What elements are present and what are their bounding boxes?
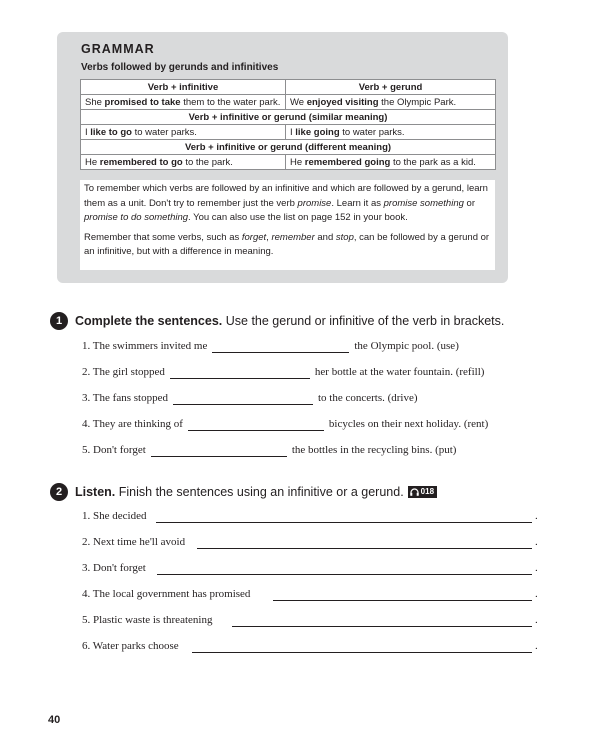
answer-line[interactable] — [156, 511, 532, 523]
audio-track-badge[interactable] — [408, 486, 437, 498]
exercise2-title: Listen. — [75, 485, 116, 499]
table-section-header-row — [81, 140, 496, 155]
example-verb-phrase: promised to take — [104, 96, 181, 108]
exercise2-heading — [50, 483, 437, 501]
example-text: to water parks. — [131, 126, 197, 138]
table-cell — [81, 155, 286, 170]
exercise1-item-4 — [82, 418, 488, 431]
item-text: 4. The local government has promised — [82, 588, 251, 600]
table-header-row — [81, 80, 496, 95]
headphones-icon — [410, 488, 419, 496]
audio-track-number: 018 — [420, 487, 435, 496]
item-text: the bottles in the recycling bins. (put) — [291, 444, 457, 456]
explanation-text: . You can also use the list on page 152 in your book. — [188, 212, 408, 223]
explanation-paragraph — [84, 231, 491, 260]
exercise2-item-4 — [82, 588, 250, 601]
item-text: 5. Don't forget — [82, 444, 146, 456]
exercise1-heading — [50, 312, 504, 330]
answer-blank[interactable] — [151, 445, 287, 457]
answer-blank[interactable] — [170, 367, 310, 379]
exercise2-instruction: Finish the sentences using an infinitive or a gerund. — [115, 485, 404, 499]
item-text: 5. Plastic waste is threatening — [82, 614, 213, 626]
emphasized-term: stop — [335, 231, 354, 243]
item-text: 4. They are thinking of — [82, 418, 183, 430]
example-text: I — [85, 126, 91, 138]
emphasized-term: promise something — [383, 197, 464, 209]
example-text: He — [85, 156, 100, 168]
example-text: to the park. — [182, 156, 233, 168]
exercise-number-badge: 2 — [50, 483, 68, 501]
example-verb-phrase: remembered going — [304, 156, 391, 168]
answer-line[interactable] — [273, 589, 532, 601]
item-text: 2. Next time he'll avoid — [82, 536, 186, 548]
end-period: . — [535, 536, 538, 548]
explanation-text: or — [463, 197, 475, 209]
item-text: 1. She decided — [82, 510, 147, 522]
end-period: . — [535, 510, 538, 522]
exercise1-item-2 — [82, 366, 484, 379]
end-period: . — [535, 640, 538, 652]
exercise1-item-1 — [82, 340, 459, 353]
explanation-text: . Learn it as — [331, 197, 384, 209]
emphasized-term: remember — [271, 231, 315, 243]
col2-header: Verb + gerund — [286, 80, 496, 95]
answer-line[interactable] — [192, 641, 532, 653]
grammar-subtitle: Verbs followed by gerunds and infinitives — [81, 62, 279, 73]
explanation-text: , — [266, 231, 272, 243]
item-text: 1. The swimmers invited me — [82, 340, 208, 352]
exercise2-item-3 — [82, 562, 146, 575]
example-text: I — [290, 126, 296, 138]
answer-blank[interactable] — [212, 341, 349, 353]
exercise2-item-1 — [82, 510, 146, 523]
item-text: 3. The fans stopped — [82, 392, 168, 404]
table-cell — [286, 155, 496, 170]
example-verb-phrase: enjoyed visiting — [306, 96, 379, 108]
item-text: her bottle at the water fountain. (refill) — [314, 366, 485, 378]
end-period: . — [535, 562, 538, 574]
col1-header: Verb + infinitive — [81, 80, 286, 95]
exercise-number-badge: 1 — [50, 312, 68, 330]
table-row — [81, 95, 496, 110]
example-verb-phrase: like to go — [90, 126, 132, 138]
explanation-text: To remember which verbs are followed by an infinitive and which are followed by a gerund, learn them as a unit. Don't try to remember just the verb — [84, 183, 488, 209]
emphasized-term: promise to do something — [84, 212, 189, 223]
exercise2-item-2 — [82, 536, 185, 549]
exercise1-title: Complete the sentences. — [75, 314, 223, 328]
example-text: We — [290, 96, 307, 108]
table-cell — [81, 95, 286, 110]
grammar-title: GRAMMAR — [81, 42, 155, 56]
example-text: them to the water park. — [180, 96, 281, 108]
exercise1-item-5 — [82, 444, 456, 457]
example-text: to the park as a kid. — [390, 156, 476, 168]
grammar-explanation — [80, 180, 495, 270]
table-section-header-row — [81, 110, 496, 125]
item-text: 6. Water parks choose — [82, 640, 179, 652]
answer-line[interactable] — [197, 537, 532, 549]
table-cell — [81, 125, 286, 140]
example-text: He — [290, 156, 305, 168]
grammar-table — [80, 79, 496, 170]
answer-blank[interactable] — [188, 419, 324, 431]
answer-blank[interactable] — [173, 393, 313, 405]
item-text: 2. The girl stopped — [82, 366, 165, 378]
emphasized-term: promise — [297, 197, 332, 209]
end-period: . — [535, 614, 538, 626]
explanation-text: and — [314, 231, 336, 243]
example-verb-phrase: like going — [295, 126, 340, 138]
answer-line[interactable] — [232, 615, 532, 627]
exercise1-instruction: Use the gerund or infinitive of the verb in brackets. — [222, 314, 505, 328]
answer-line[interactable] — [157, 563, 532, 575]
table-cell — [286, 95, 496, 110]
end-period: . — [535, 588, 538, 600]
emphasized-term: forget — [241, 231, 267, 243]
item-text: the Olympic pool. (use) — [354, 340, 459, 352]
example-text: to water parks. — [339, 126, 405, 138]
item-text: to the concerts. (drive) — [317, 392, 418, 404]
section-header-similar: Verb + infinitive or gerund (similar meaning) — [81, 110, 496, 125]
table-row — [81, 155, 496, 170]
exercise1-item-3 — [82, 392, 418, 405]
table-cell — [286, 125, 496, 140]
explanation-paragraph — [84, 182, 491, 226]
example-text: She — [85, 96, 105, 108]
table-row — [81, 125, 496, 140]
item-text: bicycles on their next holiday. (rent) — [328, 418, 489, 430]
explanation-text: , can be followed by a gerund or an infinitive, but with a difference in meaning. — [84, 231, 490, 257]
exercise2-item-6 — [82, 640, 179, 653]
item-text: 3. Don't forget — [82, 562, 146, 574]
page-number: 40 — [48, 714, 61, 726]
section-header-different: Verb + infinitive or gerund (different meaning) — [81, 140, 496, 155]
exercise2-item-5 — [82, 614, 212, 627]
explanation-text: Remember that some verbs, such as — [84, 231, 242, 243]
example-text: the Olympic Park. — [378, 96, 457, 108]
example-verb-phrase: remembered to go — [99, 156, 183, 168]
